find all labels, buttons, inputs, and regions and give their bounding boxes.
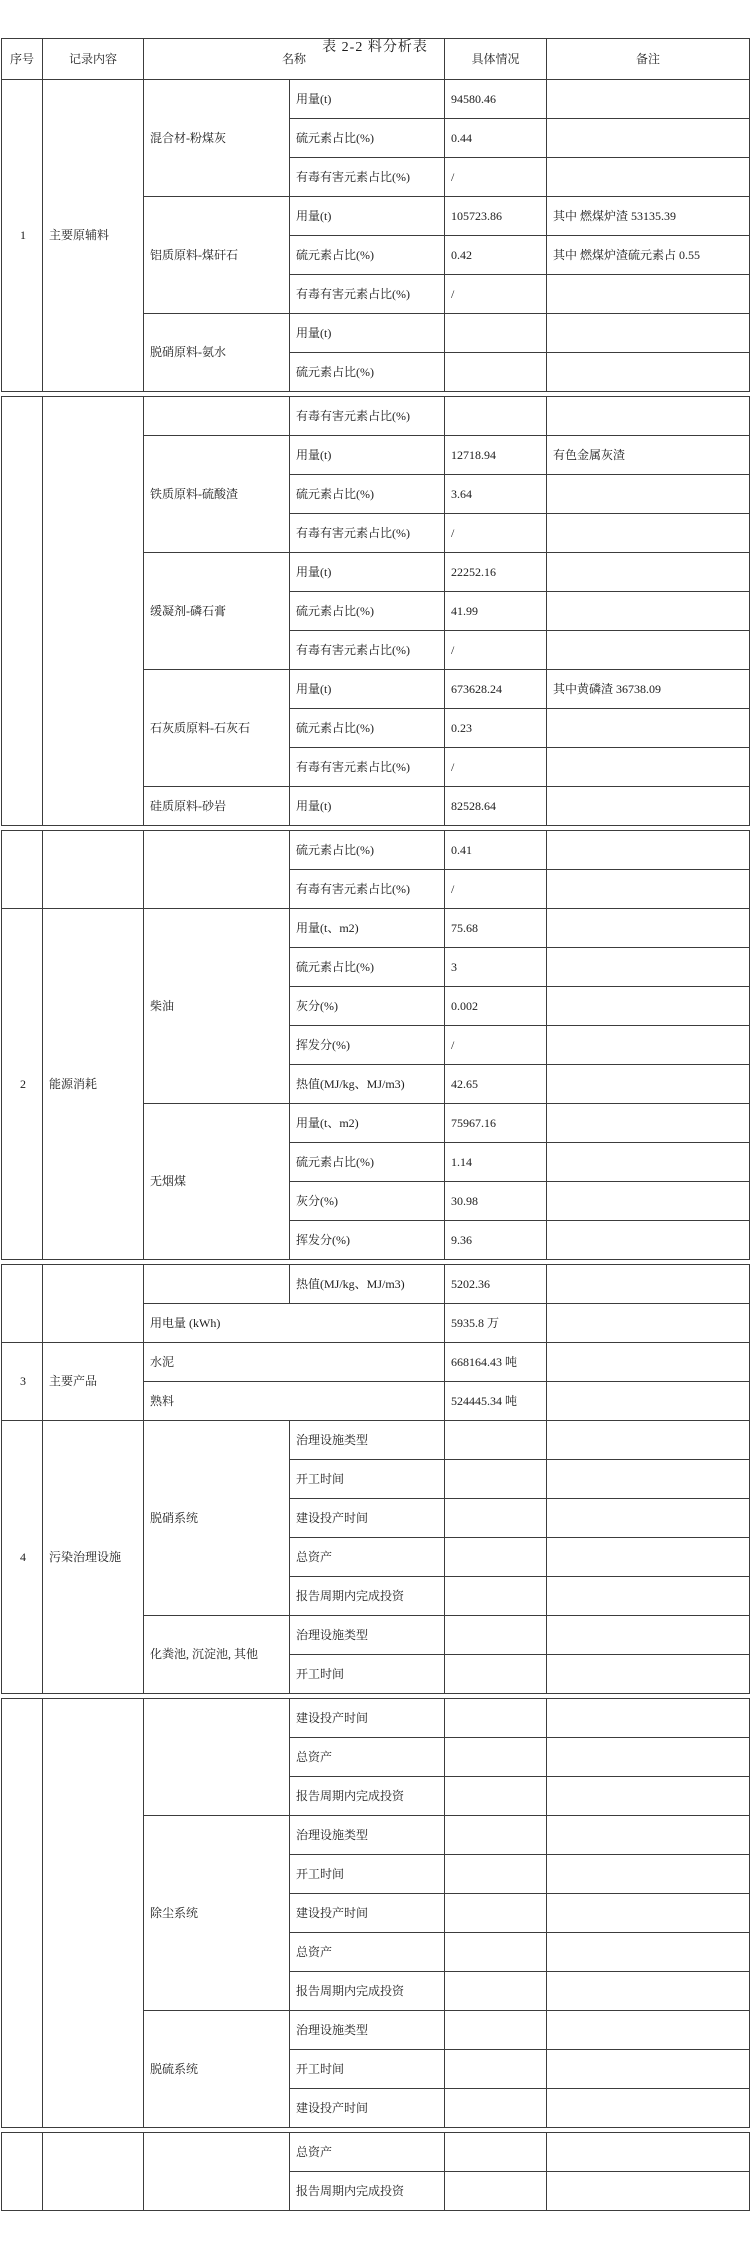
remark-cell	[547, 592, 750, 631]
remark-cell: 其中黄磷渣 36738.09	[547, 670, 750, 709]
remark-cell	[547, 1221, 750, 1260]
value-cell: 3	[445, 948, 547, 987]
value-cell	[445, 1816, 547, 1855]
value-cell	[445, 1577, 547, 1616]
table-page-2	[1, 396, 750, 826]
value-cell	[445, 2133, 547, 2172]
remark-cell	[547, 2011, 750, 2050]
value-cell: 0.002	[445, 987, 547, 1026]
category-cell	[43, 2133, 144, 2211]
remark-cell	[547, 1182, 750, 1221]
remark-cell	[547, 1972, 750, 2011]
metric-label-cell: 用量(t)	[290, 80, 445, 119]
material-name-cell	[144, 1699, 290, 1816]
material-name-cell: 脱硝系统	[144, 1421, 290, 1616]
table-page-5	[1, 1698, 750, 2128]
row-index-cell	[2, 831, 43, 909]
remark-cell	[547, 631, 750, 670]
value-cell: 668164.43 吨	[445, 1343, 547, 1382]
remark-cell	[547, 2133, 750, 2172]
row-index-cell: 3	[2, 1343, 43, 1421]
remark-cell	[547, 1577, 750, 1616]
value-cell: /	[445, 158, 547, 197]
metric-label-cell: 用量(t、m2)	[290, 909, 445, 948]
category-cell: 主要原辅料	[43, 80, 144, 392]
table-page-6	[1, 2132, 750, 2211]
metric-label-cell: 灰分(%)	[290, 987, 445, 1026]
metric-label-cell: 灰分(%)	[290, 1182, 445, 1221]
value-cell	[445, 397, 547, 436]
material-name-cell: 脱硝原料-氨水	[144, 314, 290, 392]
value-cell	[445, 314, 547, 353]
remark-cell	[547, 80, 750, 119]
metric-label-cell: 有毒有害元素占比(%)	[290, 275, 445, 314]
value-cell	[445, 1655, 547, 1694]
metric-label-cell: 治理设施类型	[290, 2011, 445, 2050]
metric-label-cell: 治理设施类型	[290, 1421, 445, 1460]
value-cell: 105723.86	[445, 197, 547, 236]
metric-label-cell: 有毒有害元素占比(%)	[290, 514, 445, 553]
metric-label-cell: 有毒有害元素占比(%)	[290, 748, 445, 787]
metric-label-cell: 总资产	[290, 1738, 445, 1777]
remark-cell	[547, 1265, 750, 1304]
remark-cell	[547, 909, 750, 948]
value-cell	[445, 1499, 547, 1538]
remark-cell	[547, 158, 750, 197]
value-cell	[445, 1538, 547, 1577]
value-cell: 3.64	[445, 475, 547, 514]
row-index-cell	[2, 2133, 43, 2211]
material-name-cell: 铝质原料-煤矸石	[144, 197, 290, 314]
remark-cell	[547, 709, 750, 748]
value-cell	[445, 2050, 547, 2089]
remark-cell	[547, 314, 750, 353]
metric-label-cell: 硫元素占比(%)	[290, 236, 445, 275]
metric-label-cell: 有毒有害元素占比(%)	[290, 631, 445, 670]
metric-label-cell: 硫元素占比(%)	[290, 119, 445, 158]
page-title: 表 2-2 料分析表	[322, 40, 428, 55]
value-cell: 75.68	[445, 909, 547, 948]
metric-label-cell: 硫元素占比(%)	[290, 475, 445, 514]
remark-cell	[547, 553, 750, 592]
remark-cell	[547, 831, 750, 870]
remark-cell	[547, 119, 750, 158]
remark-cell	[547, 787, 750, 826]
metric-label-cell: 有毒有害元素占比(%)	[290, 397, 445, 436]
value-cell	[445, 353, 547, 392]
remark-cell	[547, 1499, 750, 1538]
material-name-cell	[144, 1265, 290, 1304]
value-cell: 5202.36	[445, 1265, 547, 1304]
value-cell: 22252.16	[445, 553, 547, 592]
metric-label-cell: 开工时间	[290, 1460, 445, 1499]
material-name-cell: 石灰质原料-石灰石	[144, 670, 290, 787]
metric-label-cell: 硫元素占比(%)	[290, 948, 445, 987]
value-cell: 0.44	[445, 119, 547, 158]
remark-cell: 其中 燃煤炉渣 53135.39	[547, 197, 750, 236]
material-name-cell: 柴油	[144, 909, 290, 1104]
material-name-cell: 用电量 (kWh)	[144, 1304, 445, 1343]
material-name-cell	[144, 831, 290, 909]
category-cell	[43, 831, 144, 909]
row-index-cell	[2, 397, 43, 826]
remark-cell	[547, 1816, 750, 1855]
metric-label-cell: 用量(t)	[290, 314, 445, 353]
table-row	[2, 909, 750, 948]
remark-cell	[547, 1343, 750, 1382]
remark-cell	[547, 1699, 750, 1738]
value-cell	[445, 1972, 547, 2011]
table-page-4	[1, 1264, 750, 1694]
metric-label-cell: 报告周期内完成投资	[290, 1972, 445, 2011]
value-cell: /	[445, 748, 547, 787]
value-cell: 0.23	[445, 709, 547, 748]
value-cell: /	[445, 275, 547, 314]
value-cell: /	[445, 1026, 547, 1065]
remark-cell	[547, 1460, 750, 1499]
table-row	[2, 80, 750, 119]
remark-cell	[547, 2089, 750, 2128]
value-cell: 75967.16	[445, 1104, 547, 1143]
table-row	[2, 831, 750, 870]
metric-label-cell: 总资产	[290, 1538, 445, 1577]
table-row	[2, 1265, 750, 1304]
remark-cell	[547, 870, 750, 909]
metric-label-cell: 用量(t)	[290, 553, 445, 592]
category-cell	[43, 1699, 144, 2128]
value-cell	[445, 1460, 547, 1499]
remark-cell	[547, 1538, 750, 1577]
row-index-cell: 4	[2, 1421, 43, 1694]
remark-cell	[547, 987, 750, 1026]
material-name-cell: 水泥	[144, 1343, 445, 1382]
value-cell: 12718.94	[445, 436, 547, 475]
metric-label-cell: 报告周期内完成投资	[290, 1777, 445, 1816]
value-cell: 1.14	[445, 1143, 547, 1182]
metric-label-cell: 建设投产时间	[290, 1699, 445, 1738]
remark-cell	[547, 1933, 750, 1972]
material-name-cell: 化粪池, 沉淀池, 其他	[144, 1616, 290, 1694]
remark-cell	[547, 397, 750, 436]
remark-cell	[547, 1065, 750, 1104]
value-cell: 9.36	[445, 1221, 547, 1260]
remark-cell	[547, 948, 750, 987]
material-name-cell: 熟料	[144, 1382, 445, 1421]
header-cell: 名称	[144, 39, 445, 80]
category-cell: 能源消耗	[43, 909, 144, 1260]
value-cell	[445, 1738, 547, 1777]
material-name-cell: 铁质原料-硫酸渣	[144, 436, 290, 553]
remark-cell	[547, 353, 750, 392]
value-cell	[445, 1894, 547, 1933]
remark-cell	[547, 1104, 750, 1143]
remark-cell	[547, 2050, 750, 2089]
remark-cell	[547, 1655, 750, 1694]
value-cell: 524445.34 吨	[445, 1382, 547, 1421]
table-row	[2, 397, 750, 436]
value-cell: /	[445, 631, 547, 670]
value-cell	[445, 1421, 547, 1460]
category-cell: 主要产品	[43, 1343, 144, 1421]
metric-label-cell: 挥发分(%)	[290, 1026, 445, 1065]
remark-cell: 其中 燃煤炉渣硫元素占 0.55	[547, 236, 750, 275]
metric-label-cell: 报告周期内完成投资	[290, 2172, 445, 2211]
value-cell	[445, 1777, 547, 1816]
remark-cell	[547, 1738, 750, 1777]
table-page-3	[1, 830, 750, 1260]
metric-label-cell: 开工时间	[290, 2050, 445, 2089]
value-cell: 94580.46	[445, 80, 547, 119]
table-row	[2, 2133, 750, 2172]
metric-label-cell: 治理设施类型	[290, 1616, 445, 1655]
value-cell: 82528.64	[445, 787, 547, 826]
value-cell	[445, 1933, 547, 1972]
header-cell: 备注	[547, 39, 750, 80]
remark-cell	[547, 514, 750, 553]
value-cell: 673628.24	[445, 670, 547, 709]
remark-cell	[547, 1777, 750, 1816]
material-name-cell: 无烟煤	[144, 1104, 290, 1260]
metric-label-cell: 硫元素占比(%)	[290, 592, 445, 631]
table-row	[2, 1421, 750, 1460]
table-row	[2, 1343, 750, 1382]
category-cell	[43, 1265, 144, 1343]
value-cell	[445, 1699, 547, 1738]
material-name-cell: 混合材-粉煤灰	[144, 80, 290, 197]
category-cell: 污染治理设施	[43, 1421, 144, 1694]
remark-cell	[547, 275, 750, 314]
metric-label-cell: 硫元素占比(%)	[290, 709, 445, 748]
metric-label-cell: 用量(t)	[290, 670, 445, 709]
table-page-1	[1, 38, 750, 392]
metric-label-cell: 挥发分(%)	[290, 1221, 445, 1260]
metric-label-cell: 建设投产时间	[290, 1894, 445, 1933]
value-cell	[445, 2172, 547, 2211]
metric-label-cell: 硫元素占比(%)	[290, 831, 445, 870]
metric-label-cell: 有毒有害元素占比(%)	[290, 870, 445, 909]
remark-cell	[547, 748, 750, 787]
value-cell: /	[445, 514, 547, 553]
remark-cell	[547, 475, 750, 514]
metric-label-cell: 用量(t、m2)	[290, 1104, 445, 1143]
value-cell: 41.99	[445, 592, 547, 631]
row-index-cell: 2	[2, 909, 43, 1260]
material-name-cell: 硅质原料-砂岩	[144, 787, 290, 826]
remark-cell	[547, 1304, 750, 1343]
remark-cell	[547, 1382, 750, 1421]
table-row	[2, 1699, 750, 1738]
metric-label-cell: 建设投产时间	[290, 2089, 445, 2128]
material-name-cell: 缓凝剂-磷石膏	[144, 553, 290, 670]
value-cell	[445, 1855, 547, 1894]
material-analysis-table	[0, 38, 750, 2211]
value-cell	[445, 2089, 547, 2128]
metric-label-cell: 用量(t)	[290, 787, 445, 826]
remark-cell	[547, 1421, 750, 1460]
metric-label-cell: 硫元素占比(%)	[290, 353, 445, 392]
remark-cell	[547, 1143, 750, 1182]
value-cell: 0.41	[445, 831, 547, 870]
value-cell: 42.65	[445, 1065, 547, 1104]
metric-label-cell: 治理设施类型	[290, 1816, 445, 1855]
category-cell	[43, 397, 144, 826]
value-cell: 0.42	[445, 236, 547, 275]
value-cell: /	[445, 870, 547, 909]
row-index-cell: 1	[2, 80, 43, 392]
row-index-cell	[2, 1265, 43, 1343]
metric-label-cell: 建设投产时间	[290, 1499, 445, 1538]
value-cell	[445, 1616, 547, 1655]
material-name-cell: 脱硫系统	[144, 2011, 290, 2128]
value-cell	[445, 2011, 547, 2050]
metric-label-cell: 开工时间	[290, 1855, 445, 1894]
material-name-cell	[144, 397, 290, 436]
remark-cell	[547, 1894, 750, 1933]
value-cell: 5935.8 万	[445, 1304, 547, 1343]
metric-label-cell: 用量(t)	[290, 436, 445, 475]
remark-cell: 有色金属灰渣	[547, 436, 750, 475]
metric-label-cell: 总资产	[290, 1933, 445, 1972]
metric-label-cell: 热值(MJ/kg、MJ/m3)	[290, 1265, 445, 1304]
header-cell: 具体情况	[445, 39, 547, 80]
header-cell: 序号	[2, 39, 43, 80]
value-cell: 30.98	[445, 1182, 547, 1221]
remark-cell	[547, 2172, 750, 2211]
metric-label-cell: 报告周期内完成投资	[290, 1577, 445, 1616]
remark-cell	[547, 1855, 750, 1894]
material-name-cell: 除尘系统	[144, 1816, 290, 2011]
metric-label-cell: 总资产	[290, 2133, 445, 2172]
material-name-cell	[144, 2133, 290, 2211]
metric-label-cell: 用量(t)	[290, 197, 445, 236]
remark-cell	[547, 1026, 750, 1065]
metric-label-cell: 开工时间	[290, 1655, 445, 1694]
metric-label-cell: 有毒有害元素占比(%)	[290, 158, 445, 197]
row-index-cell	[2, 1699, 43, 2128]
metric-label-cell: 热值(MJ/kg、MJ/m3)	[290, 1065, 445, 1104]
remark-cell	[547, 1616, 750, 1655]
header-cell: 记录内容	[43, 39, 144, 80]
metric-label-cell: 硫元素占比(%)	[290, 1143, 445, 1182]
